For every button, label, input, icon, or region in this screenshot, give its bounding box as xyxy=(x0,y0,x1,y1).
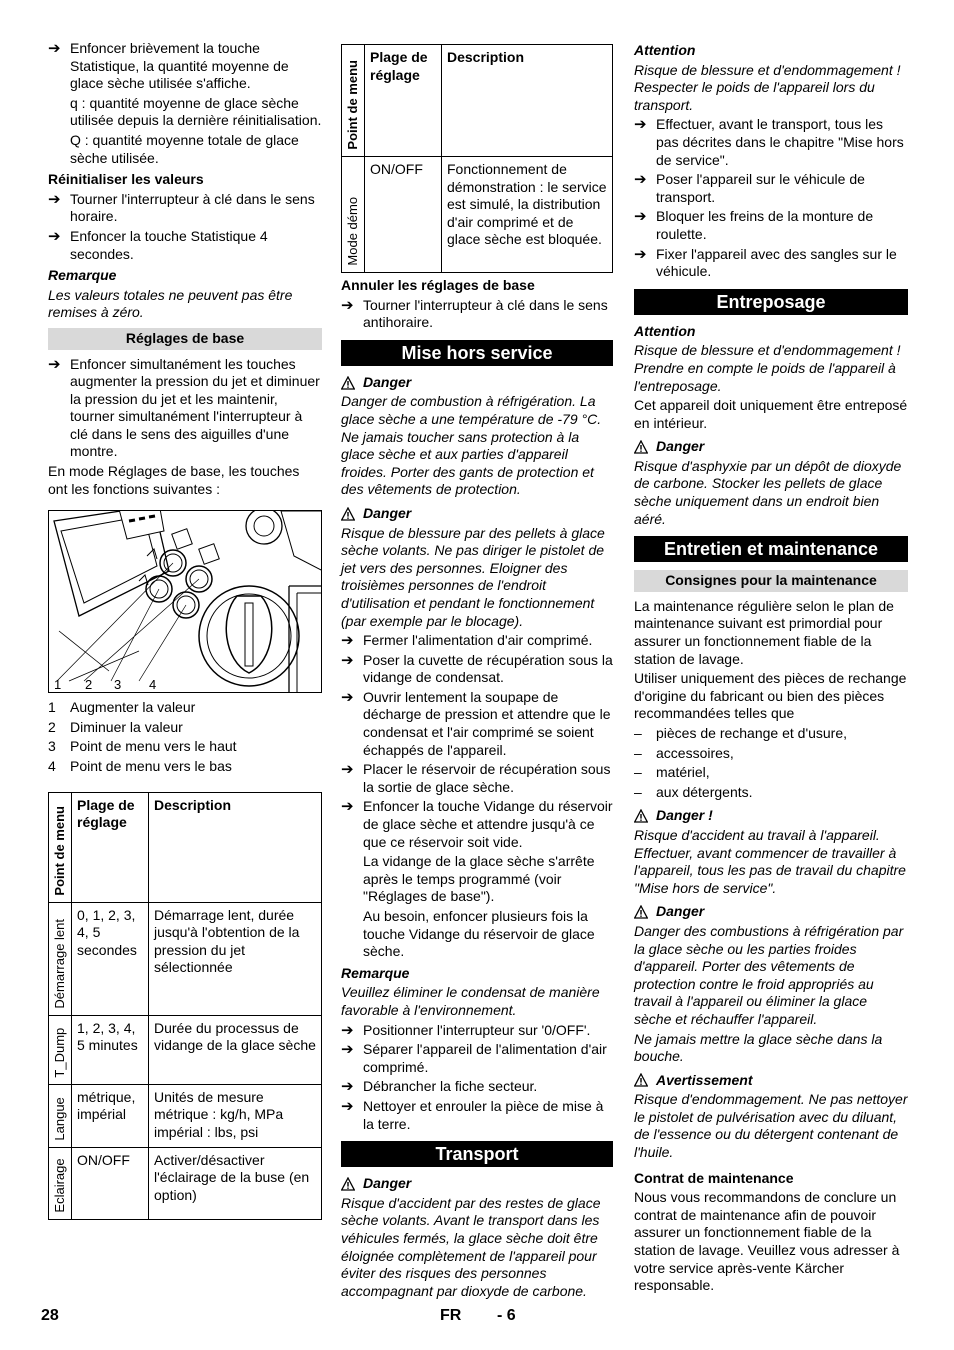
sub-page-number: - 6 xyxy=(497,1307,516,1324)
chapter-heading: Entreposage xyxy=(634,289,908,315)
arrow-icon: ➔ xyxy=(634,208,647,226)
attention-text: Risque de blessure et d'endommagement ! Respecter le poids de l'appareil lors du transport. xyxy=(634,61,901,113)
arrow-icon: ➔ xyxy=(341,632,354,650)
attention-heading: Attention xyxy=(634,42,696,58)
arrow-icon: ➔ xyxy=(48,355,61,373)
bullet-item: ➔ Poser la cuvette de récupération sous la vidange de condensat. xyxy=(341,651,613,686)
danger-text: Risque d'accident par des restes de glace sèche volants. Avant le transport dans les véhicules fermés, la glace sèche doit être éloignée complètement de l'appareil pour éviter des risques des personnes accompagnant par dioxyde de carbone. xyxy=(341,1194,601,1299)
table-row xyxy=(49,1084,322,1147)
bullet-item: ➔ Débrancher la fiche secteur. xyxy=(341,1078,538,1096)
bullet-item: ➔ Nettoyer et enrouler la pièce de mise à la terre. xyxy=(341,1097,604,1132)
bullet-item: ➔ Enfoncer brièvement la touche Statistique, la quantité moyenne de glace sèche utilisée s'affiche. xyxy=(48,40,289,92)
arrow-icon: ➔ xyxy=(341,1041,354,1059)
warning-triangle-icon xyxy=(634,1073,648,1087)
table-header-cell: Plage de réglage xyxy=(72,792,149,902)
arrow-icon: ➔ xyxy=(48,227,61,245)
table-row xyxy=(49,902,322,1015)
warning-triangle-icon xyxy=(341,376,355,390)
arrow-icon: ➔ xyxy=(634,171,647,189)
paragraph: Utiliser uniquement des pièces de rechange d'origine du fabricant ou bien des pièces recommandées telles que xyxy=(634,670,907,722)
table-header-cell: Plage de réglage xyxy=(365,45,442,157)
section-heading: Annuler les réglages de base xyxy=(341,277,535,293)
table-cell: 1, 2, 3, 4, 5 minutes xyxy=(72,1015,149,1084)
arrow-icon: ➔ xyxy=(341,798,354,816)
attention-heading: Attention xyxy=(634,322,696,339)
table-cell: T_Dump xyxy=(49,1015,72,1084)
paragraph: La maintenance régulière selon le plan de maintenance suivant est primordial pour assurer un fonctionnement fiable de la station de lavage. xyxy=(634,597,894,667)
bullet-item: ➔ Enfoncer la touche Vidange du réservoir de glace sèche et attendre jusqu'à ce que ce réservoir soit vide. xyxy=(341,798,613,850)
column-left xyxy=(48,40,322,1220)
bullet-item: ➔ Fermer l'alimentation d'air comprimé. xyxy=(341,632,593,650)
chapter-heading: Mise hors service xyxy=(341,340,613,366)
arrow-icon: ➔ xyxy=(341,1097,354,1115)
danger-text: Ne jamais mettre la glace sèche dans la bouche. xyxy=(634,1030,883,1065)
figure-legend xyxy=(48,699,322,775)
arrow-icon: ➔ xyxy=(634,245,647,263)
paragraph: Nous vous recommandons de conclure un contrat de maintenance afin de pouvoir assurer un fonctionnement fiable de la station de lavage. Veuillez vous adresser à votre service après-vente Kärcher responsable. xyxy=(634,1189,900,1294)
control-panel-figure xyxy=(48,510,322,693)
warning-triangle-icon xyxy=(634,440,648,454)
danger-heading: Danger xyxy=(341,505,613,523)
paragraph: Cet appareil doit uniquement être entreposé en intérieur. xyxy=(634,397,908,431)
warning-triangle-icon xyxy=(634,809,648,823)
table-cell: ON/OFF xyxy=(365,157,442,273)
legend-item: 3 Point de menu vers le haut xyxy=(48,738,237,755)
language-code: FR xyxy=(440,1307,462,1324)
remark-heading: Remarque xyxy=(341,964,410,981)
arrow-icon: ➔ xyxy=(634,116,647,134)
warning-triangle-icon xyxy=(634,905,648,919)
legend-item: 1 Augmenter la valeur xyxy=(48,699,196,716)
figure-label: 4 xyxy=(149,677,157,693)
table-row xyxy=(49,1147,322,1219)
table-cell: Fonctionnement de démonstration : le service est simulé, la distribution d'air comprimé et de glace sèche est bloquée. xyxy=(442,157,613,273)
arrow-icon: ➔ xyxy=(341,1078,354,1096)
section-heading: Contrat de maintenance xyxy=(634,1169,794,1186)
chapter-heading: Transport xyxy=(341,1141,613,1167)
arrow-icon: ➔ xyxy=(341,688,354,706)
page-number: 28 xyxy=(41,1307,59,1324)
table-cell: Langue xyxy=(49,1084,72,1147)
bullet-item: ➔ Positionner l'interrupteur sur '0/OFF'. xyxy=(341,1021,591,1039)
dash-item: – pièces de rechange et d'usure, xyxy=(634,725,848,741)
figure-label: 2 xyxy=(85,677,93,693)
bullet-item: ➔ Effectuer, avant le transport, tous les pas décrites dans le chapitre "Mise hors de service". xyxy=(634,116,904,168)
remark-heading: Remarque xyxy=(48,267,117,284)
danger-text: Risque d'accident au travail à l'appareil. Effectuer, avant commencer de travailler à l'appareil, tous les pas de travail du chapitre "Mise hors de service". xyxy=(634,826,906,896)
danger-heading: Danger xyxy=(634,903,908,921)
paragraph: La vidange de la glace sèche s'arrête après le temps programmé (voir "Réglages de base"). xyxy=(363,853,595,905)
column-right xyxy=(634,40,908,1297)
table-header-cell: Description xyxy=(442,45,613,157)
danger-heading: Danger xyxy=(341,1175,613,1193)
bullet-item: ➔ Enfoncer simultanément les touches augmenter la pression du jet et diminuer la pression du jet et les maintenir, tourner simultanément l'interrupteur à clé dans le sens des aiguilles d'une montre. xyxy=(48,355,320,460)
table-row xyxy=(342,157,613,273)
column-middle xyxy=(341,44,613,1302)
bullet-item: ➔ Bloquer les freins de la monture de roulette. xyxy=(634,208,874,242)
subsection-heading: Consignes pour la maintenance xyxy=(634,570,908,592)
paragraph: q : quantité moyenne de glace sèche utilisée depuis la dernière réinitialisation. xyxy=(70,94,322,129)
danger-text: Danger des combustions à réfrigération par la glace sèche ou les parties froides d'appareil. Porter des vêtements de protection contre le froid appropriés au travail à l'appareil ou éliminer la glace sèche et réchauffer l'appareil. xyxy=(634,922,904,1027)
section-heading: Réinitialiser les valeurs xyxy=(48,171,204,188)
remark-text: Les valeurs totales ne peuvent pas être remises à zéro. xyxy=(48,286,293,321)
settings-table xyxy=(48,792,322,1220)
table-cell: 0, 1, 2, 3, 4, 5 secondes xyxy=(72,902,149,1015)
warning-triangle-icon xyxy=(341,507,355,521)
bullet-item: ➔ Tourner l'interrupteur à clé dans le sens antihoraire. xyxy=(341,296,608,331)
subsection-heading: Réglages de base xyxy=(48,328,322,350)
bullet-item: ➔ Séparer l'appareil de l'alimentation d'air comprimé. xyxy=(341,1041,607,1075)
table-cell: Durée du processus de vidange de la glace sèche xyxy=(149,1015,322,1084)
dash-item: – accessoires, xyxy=(634,744,734,761)
bullet-item: ➔ Enfoncer la touche Statistique 4 secondes. xyxy=(48,227,268,262)
legend-item: 2 Diminuer la valeur xyxy=(48,718,183,735)
table-row xyxy=(49,1015,322,1084)
arrow-icon: ➔ xyxy=(341,761,354,779)
arrow-icon: ➔ xyxy=(48,40,61,57)
paragraph: Q : quantité moyenne totale de glace sèche utilisée. xyxy=(70,131,299,166)
danger-text: Risque d'asphyxie par un dépôt de dioxyde de carbone. Stocker les pellets de glace sèche uniquement dans un endroit bien aéré. xyxy=(634,457,902,527)
table-cell: métrique, impérial xyxy=(72,1084,149,1147)
warning-text: Risque d'endommagement. Ne pas nettoyer le pistolet de pulvérisation avec du diluant, de l'essence ou du détergent contenant de l'huile. xyxy=(634,1091,908,1161)
table-cell: Mode démo xyxy=(342,157,365,273)
table-cell: Eclairage xyxy=(49,1147,72,1219)
bullet-item: ➔ Placer le réservoir de récupération sous la sortie de glace sèche. xyxy=(341,761,611,795)
danger-text: Risque de blessure par des pellets à glace sèche volants. Ne pas diriger le pistolet de jet vers des personnes. Eloigner des troisièmes personnes de l'endroit d'utilisation et pendant le fonctionnement (par exemple par le blocage). xyxy=(341,524,605,629)
paragraph: En mode Réglages de base, les touches ont les fonctions suivantes : xyxy=(48,463,300,497)
table-header-row xyxy=(49,792,322,902)
table-header-row xyxy=(342,45,613,157)
attention-text: Risque de blessure et d'endommagement ! Prendre en compte le poids de l'appareil à l'entreposage. xyxy=(634,342,901,394)
arrow-icon: ➔ xyxy=(341,651,354,669)
table-cell: Démarrage lent xyxy=(49,902,72,1015)
arrow-icon: ➔ xyxy=(48,190,61,208)
figure-label: 3 xyxy=(114,677,122,693)
table-header-cell: Point de menu xyxy=(49,792,72,902)
table-cell: Démarrage lent, durée jusqu'à l'obtention de la pression du jet sélectionnée xyxy=(149,902,322,1015)
danger-heading: Danger ! xyxy=(634,807,908,825)
dash-item: – aux détergents. xyxy=(634,783,753,800)
danger-heading: Danger xyxy=(341,374,613,392)
warning-triangle-icon xyxy=(341,1177,355,1191)
danger-text: Danger de combustion à réfrigération. La glace sèche a une température de -79 °C. Ne jamais toucher sans protection à la glace sèche et aux parties d'appareil froides. Porter des gants de protection et des vêtements de protection. xyxy=(341,393,602,498)
arrow-icon: ➔ xyxy=(341,1021,354,1039)
table-cell: Activer/désactiver l'éclairage de la buse (en option) xyxy=(149,1147,322,1219)
bullet-item: ➔ Tourner l'interrupteur à clé dans le sens horaire. xyxy=(48,190,315,225)
demo-mode-table xyxy=(341,44,613,273)
remark-text: Veuillez éliminer le condensat de manière favorable à l'environnement. xyxy=(341,984,600,1018)
table-header-cell: Description xyxy=(149,792,322,902)
figure-label: 1 xyxy=(54,677,62,693)
bullet-item: ➔ Ouvrir lentement la soupape de décharge de pression et attendre que le condensat et l'air comprimé se soient échappés de l'appareil. xyxy=(341,688,611,758)
table-cell: ON/OFF xyxy=(72,1147,149,1219)
chapter-heading: Entretien et maintenance xyxy=(634,536,908,562)
table-header-cell: Point de menu xyxy=(342,45,365,157)
bullet-item: ➔ Fixer l'appareil avec des sangles sur le véhicule. xyxy=(634,245,897,280)
paragraph: Au besoin, enfoncer plusieurs fois la touche Vidange du réservoir de glace sèche. xyxy=(363,908,595,960)
legend-item: 4 Point de menu vers le bas xyxy=(48,758,232,775)
warning-heading: Avertissement xyxy=(634,1072,908,1090)
danger-heading: Danger xyxy=(634,438,908,456)
dash-item: – matériel, xyxy=(634,764,710,781)
arrow-icon: ➔ xyxy=(341,296,354,314)
bullet-item: ➔ Poser l'appareil sur le véhicule de transport. xyxy=(634,171,865,205)
table-cell: Unités de mesure métrique : kg/h, MPa impérial : lbs, psi xyxy=(149,1084,322,1147)
